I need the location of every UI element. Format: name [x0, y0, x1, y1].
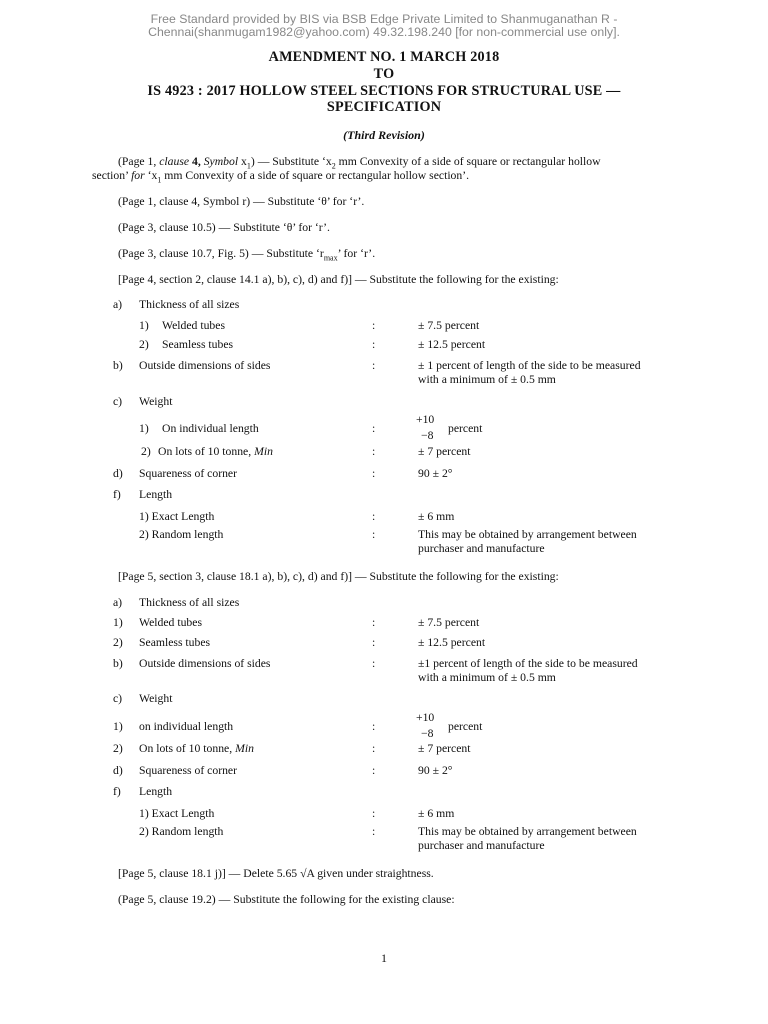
amendment-item-8: (Page 5, clause 19.2) — Substitute the following for the existing clause:	[118, 893, 455, 906]
t2-b-text: Outside dimensions of sides	[139, 657, 271, 670]
t2-c2-text: On lots of 10 tonne, Min	[139, 742, 254, 755]
t2-a2-text: Seamless tubes	[139, 636, 211, 649]
t1-f2-colon: :	[372, 528, 376, 541]
t2-f2-value-line1: This may be obtained by arrangement between	[418, 825, 637, 838]
t1-a1-value: ± 7.5 percent	[418, 319, 480, 332]
t1-d-colon: :	[372, 467, 376, 480]
standard-title-line2: SPECIFICATION	[326, 99, 442, 115]
download-notice-line1: Free Standard provided by BIS via BSB Edge Private Limited to Shanmuganathan R -	[150, 12, 618, 26]
t1-a-label: a)	[113, 298, 123, 311]
t2-c1-tolerance-upper: +10	[416, 711, 435, 724]
t2-c-label: c)	[113, 692, 123, 705]
t2-b-value-line1: ±1 percent of length of the side to be measured	[418, 657, 638, 670]
t2-a2-value: ± 12.5 percent	[418, 636, 486, 649]
t2-a1-value: ± 7.5 percent	[418, 616, 480, 629]
t1-c1-tolerance-lower: −8	[421, 429, 434, 442]
t2-c-text: Weight	[139, 692, 173, 705]
t1-f2-value-line2: purchaser and manufacture	[418, 542, 545, 555]
t1-c2-text: On lots of 10 tonne, Min	[158, 445, 273, 458]
t1-c2-value: ± 7 percent	[418, 445, 471, 458]
t2-f1-value: ± 6 mm	[418, 807, 455, 820]
t1-a2-colon: :	[372, 338, 376, 351]
t2-f2-colon: :	[372, 825, 376, 838]
t1-b-text: Outside dimensions of sides	[139, 359, 271, 372]
t1-a1-colon: :	[372, 319, 376, 332]
t1-f-label: f)	[113, 488, 121, 501]
t2-c2-value: ± 7 percent	[418, 742, 471, 755]
t1-d-text: Squareness of corner	[139, 467, 238, 480]
t2-f1-text: 1) Exact Length	[139, 807, 215, 820]
t1-a2-value: ± 12.5 percent	[418, 338, 486, 351]
t2-f1-colon: :	[372, 807, 376, 820]
t1-f1-value: ± 6 mm	[418, 510, 455, 523]
t1-a1-text: Welded tubes	[162, 319, 225, 332]
t1-a1-label: 1)	[139, 319, 149, 332]
t1-b-value-line1: ± 1 percent of length of the side to be measured	[418, 359, 641, 372]
t2-b-value-line2: with a minimum of ± 0.5 mm	[418, 671, 556, 684]
amendment-item-4: (Page 3, clause 10.7, Fig. 5) — Substitute ‘$r_{max}$’ for ‘r’.	[118, 247, 376, 263]
t2-f-text: Length	[139, 785, 173, 798]
t1-a2-label: 2)	[139, 338, 149, 351]
t1-b-value-line2: with a minimum of ± 0.5 mm	[418, 373, 556, 386]
t2-c1-colon: :	[372, 720, 376, 733]
t2-c1-text: on individual length	[139, 720, 234, 733]
t1-c-text: Weight	[139, 395, 173, 408]
t2-f-label: f)	[113, 785, 121, 798]
t1-d-value: 90 ± 2°	[418, 467, 453, 480]
t2-d-label: d)	[113, 764, 123, 777]
t1-f2-text: 2) Random length	[139, 528, 224, 541]
amendment-item-7: [Page 5, clause 18.1 j)] — Delete 5.65 √A given under straightness.	[118, 867, 434, 880]
t1-a-text: Thickness of all sizes	[139, 298, 240, 311]
t1-c1-tolerance-upper: +10	[416, 413, 435, 426]
t2-c2-colon: :	[372, 742, 376, 755]
t1-c2-colon: :	[372, 445, 376, 458]
amendment-item-5: [Page 4, section 2, clause 14.1 a), b), c), d) and f)] — Substitute the following for the existing:	[118, 273, 559, 286]
t2-a-label: a)	[113, 596, 123, 609]
t1-f2-value-line1: This may be obtained by arrangement between	[418, 528, 637, 541]
revision-label: (Third Revision)	[343, 128, 425, 142]
t1-c1-text: On individual length	[162, 422, 259, 435]
amendment-item-6: [Page 5, section 3, clause 18.1 a), b), c), d) and f)] — Substitute the following for the existing:	[118, 570, 559, 583]
t2-d-value: 90 ± 2°	[418, 764, 453, 777]
amendment-item-1-line1: (Page 1, clause 4, Symbol $x_1$) — Substitute ‘$x_2$ mm Convexity of a side of square or rectangular hollow	[118, 155, 601, 171]
t2-c2-label: 2)	[113, 742, 123, 755]
t2-b-label: b)	[113, 657, 123, 670]
t1-f1-text: 1) Exact Length	[139, 510, 215, 523]
amendment-item-2: (Page 1, clause 4, Symbol r) — Substitute ‘θ’ for ‘r’.	[118, 195, 365, 208]
t2-d-colon: :	[372, 764, 376, 777]
amendment-to: TO	[373, 66, 395, 82]
t2-a-text: Thickness of all sizes	[139, 596, 240, 609]
t2-c1-unit: percent	[448, 720, 483, 733]
t1-a2-text: Seamless tubes	[162, 338, 234, 351]
t1-c-label: c)	[113, 395, 123, 408]
t1-c1-label: 1)	[139, 422, 149, 435]
amendment-title: AMENDMENT NO. 1 MARCH 2018	[268, 49, 500, 65]
t1-f-text: Length	[139, 488, 173, 501]
standard-title-line1: IS 4923 : 2017 HOLLOW STEEL SECTIONS FOR STRUCTURAL USE —	[147, 83, 621, 99]
t2-f2-text: 2) Random length	[139, 825, 224, 838]
t2-b-colon: :	[372, 657, 376, 670]
amendment-item-1-line2: section’ for ‘$x_1$ mm Convexity of a side of square or rectangular hollow section’.	[92, 169, 470, 185]
t1-d-label: d)	[113, 467, 123, 480]
t1-c2-label: 2)	[141, 445, 151, 458]
t2-a1-text: Welded tubes	[139, 616, 202, 629]
t2-a1-colon: :	[372, 616, 376, 629]
t1-f1-colon: :	[372, 510, 376, 523]
t1-c1-unit: percent	[448, 422, 483, 435]
t2-c1-label: 1)	[113, 720, 123, 733]
t2-a2-label: 2)	[113, 636, 123, 649]
t1-c1-colon: :	[372, 422, 376, 435]
t2-a1-label: 1)	[113, 616, 123, 629]
amendment-item-3: (Page 3, clause 10.5) — Substitute ‘θ’ for ‘r’.	[118, 221, 330, 234]
t2-f2-value-line2: purchaser and manufacture	[418, 839, 545, 852]
t2-c1-tolerance-lower: −8	[421, 727, 434, 740]
t2-a2-colon: :	[372, 636, 376, 649]
t1-b-colon: :	[372, 359, 376, 372]
download-notice-line2: Chennai(shanmugam1982@yahoo.com) 49.32.198.240 [for non-commercial use only].	[148, 25, 620, 39]
t2-d-text: Squareness of corner	[139, 764, 238, 777]
page-number: 1	[381, 951, 387, 965]
t1-b-label: b)	[113, 359, 123, 372]
